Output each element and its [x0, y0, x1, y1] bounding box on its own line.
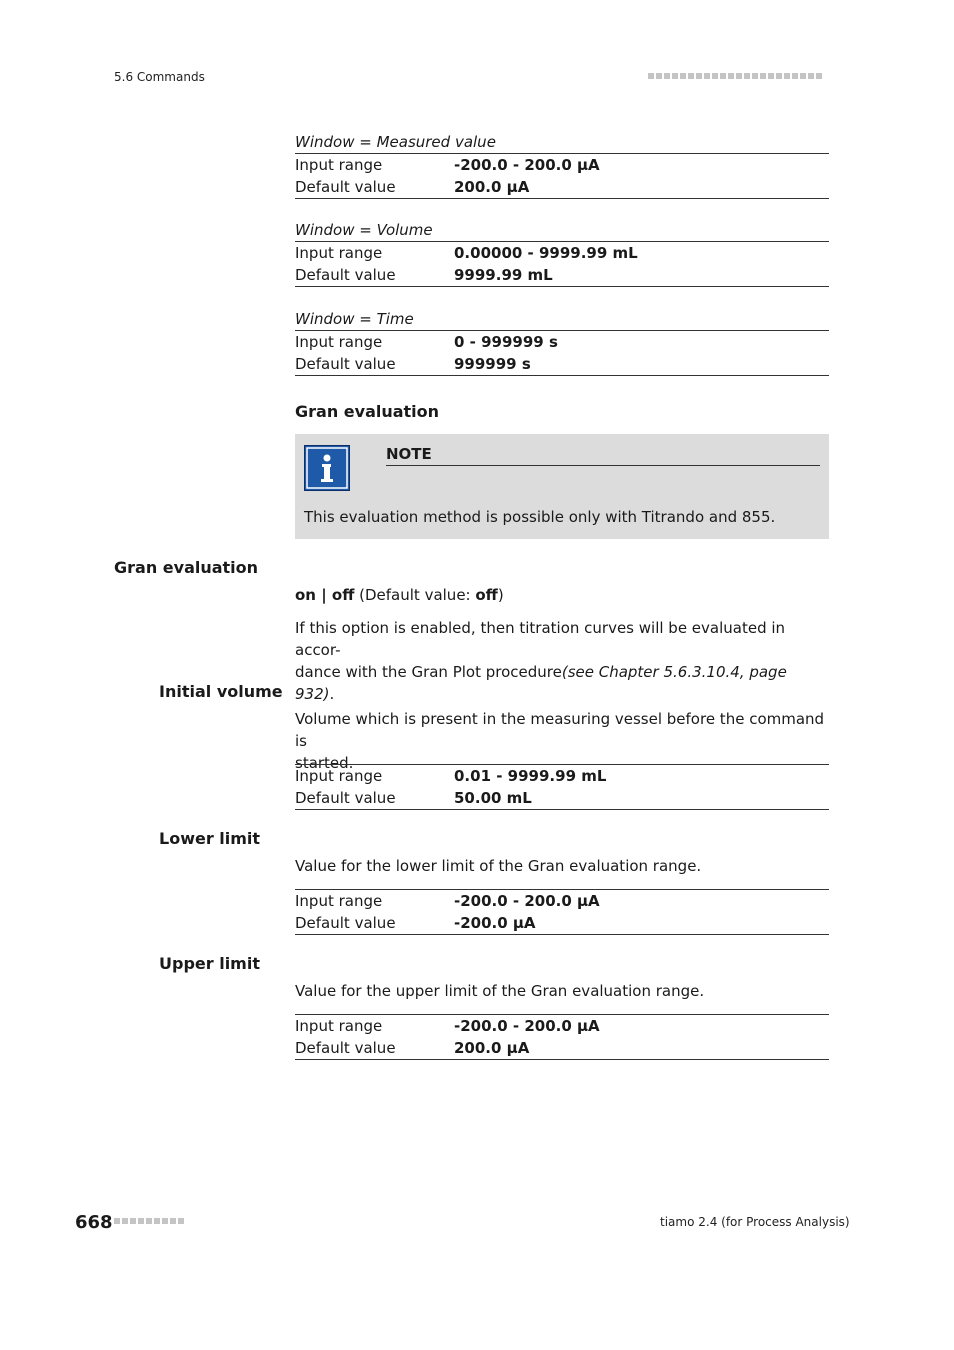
- row-value: 0.00000 - 9999.99 mL: [454, 244, 638, 262]
- table-row: [295, 154, 829, 177]
- table-row: [295, 176, 829, 199]
- upper-limit-heading: Upper limit: [159, 954, 260, 973]
- desc-end: .: [329, 685, 335, 703]
- row-label: Default value: [295, 914, 396, 932]
- table-row: [295, 890, 829, 913]
- param-table: [295, 153, 829, 199]
- table-row: [295, 242, 829, 265]
- param-table: [295, 889, 829, 935]
- gran-evaluation-heading: Gran evaluation: [114, 558, 259, 577]
- row-value: 0 - 999999 s: [454, 333, 558, 351]
- window-volume-block: [295, 219, 829, 287]
- param-table: [295, 764, 829, 810]
- options-suffix: ): [497, 586, 504, 604]
- row-label: Default value: [295, 355, 396, 373]
- window-time-block: [295, 308, 829, 376]
- param-table: [295, 1014, 829, 1060]
- row-value: 50.00 mL: [454, 789, 532, 807]
- header-dots-decoration: [648, 73, 822, 79]
- row-label: Input range: [295, 333, 383, 351]
- desc-line: Volume which is present in the measuring vessel before the command is: [295, 710, 825, 750]
- desc-line: started.: [295, 754, 354, 772]
- row-label: Input range: [295, 156, 383, 174]
- info-icon: [304, 445, 350, 491]
- desc-text: dance with the Gran Plot procedure: [295, 663, 562, 681]
- param-table: [295, 330, 829, 376]
- table-caption: Window = Volume: [295, 221, 433, 239]
- row-value: 200.0 µA: [454, 178, 530, 196]
- row-value: 0.01 - 9999.99 mL: [454, 767, 607, 785]
- options-default-value: off: [475, 586, 498, 604]
- desc-line: [295, 661, 829, 705]
- section-header: 5.6 Commands: [114, 70, 205, 84]
- param-table: [295, 241, 829, 287]
- initial-volume-table-block: [295, 764, 829, 810]
- chapter-reference-link[interactable]: (see Chapter 5.6.3.10.4, page 932): [295, 663, 787, 703]
- page-number: 668: [75, 1212, 113, 1233]
- footer-dots-decoration: [114, 1218, 184, 1224]
- row-label: Input range: [295, 892, 383, 910]
- row-value: -200.0 - 200.0 µA: [454, 892, 600, 910]
- row-label: Input range: [295, 1017, 383, 1035]
- upper-limit-description: Value for the upper limit of the Gran evaluation range.: [295, 982, 705, 1000]
- options-values: on | off: [295, 586, 355, 604]
- lower-limit-description: Value for the lower limit of the Gran evaluation range.: [295, 857, 702, 875]
- row-value: -200.0 - 200.0 µA: [454, 156, 600, 174]
- row-label: Default value: [295, 789, 396, 807]
- note-box: [295, 434, 829, 539]
- table-row: [295, 264, 829, 287]
- row-value: 999999 s: [454, 355, 531, 373]
- gran-subheading: Gran evaluation: [295, 402, 440, 421]
- gran-description: [295, 617, 829, 705]
- note-text: This evaluation method is possible only with Titrando and 855.: [304, 508, 776, 526]
- options-default-prefix: (Default value:: [354, 586, 476, 604]
- row-label: Input range: [295, 244, 383, 262]
- table-caption: Window = Measured value: [295, 133, 496, 151]
- table-row: [295, 1015, 829, 1038]
- row-label: Default value: [295, 178, 396, 196]
- table-row: [295, 787, 829, 810]
- row-value: 200.0 µA: [454, 1039, 530, 1057]
- lower-limit-table-block: [295, 889, 829, 935]
- row-value: -200.0 - 200.0 µA: [454, 1017, 600, 1035]
- desc-line: If this option is enabled, then titration curves will be evaluated in accor-: [295, 619, 786, 659]
- gran-options: [295, 584, 829, 606]
- table-caption: Window = Time: [295, 310, 414, 328]
- upper-limit-table-block: [295, 1014, 829, 1060]
- table-row: [295, 912, 829, 935]
- row-label: Default value: [295, 1039, 396, 1057]
- table-row: [295, 353, 829, 376]
- table-row: [295, 1037, 829, 1060]
- table-row: [295, 765, 829, 788]
- note-title: NOTE: [386, 443, 820, 466]
- product-name: tiamo 2.4 (for Process Analysis): [660, 1215, 850, 1229]
- row-value: -200.0 µA: [454, 914, 536, 932]
- window-measured-value-block: [295, 131, 829, 199]
- row-value: 9999.99 mL: [454, 266, 553, 284]
- initial-volume-heading: Initial volume: [159, 682, 283, 701]
- row-label: Default value: [295, 266, 396, 284]
- lower-limit-heading: Lower limit: [159, 829, 261, 848]
- row-label: Input range: [295, 767, 383, 785]
- table-row: [295, 331, 829, 354]
